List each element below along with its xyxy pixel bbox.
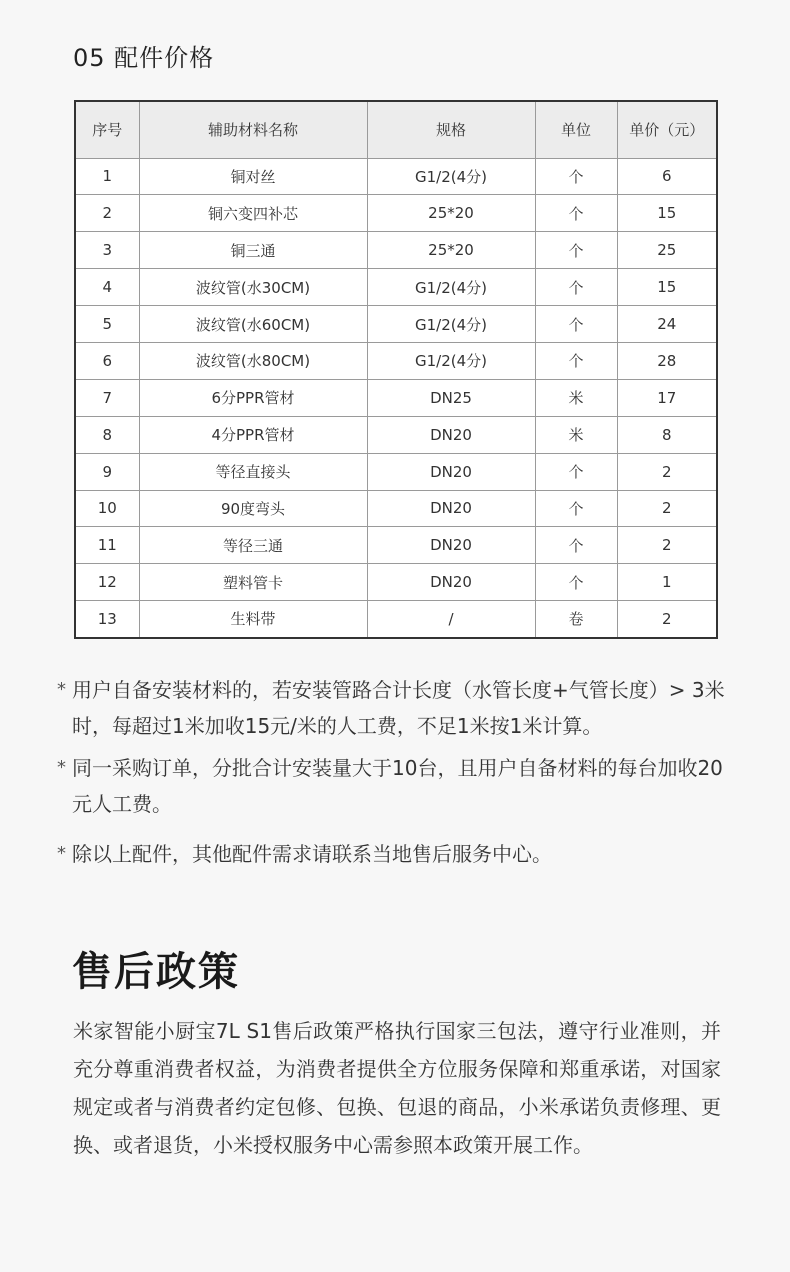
- table-row: [75, 416, 717, 453]
- cell-spec: G1/2(4分): [367, 306, 535, 343]
- cell-unit: 个: [535, 306, 617, 343]
- cell-unit: 个: [535, 269, 617, 306]
- note-asterisk: *: [57, 843, 66, 864]
- cell-price: 8: [617, 416, 717, 453]
- cell-index: 7: [75, 379, 139, 416]
- cell-unit: 个: [535, 158, 617, 195]
- cell-price: 2: [617, 527, 717, 564]
- cell-spec: DN20: [367, 416, 535, 453]
- note-text: 同一采购订单，分批合计安装量大于10台，且用户自备材料的每台加收20元人工费。: [72, 756, 723, 816]
- cell-name: 铜对丝: [139, 158, 367, 195]
- section-title: 05 配件价格: [73, 44, 215, 72]
- table-header-row: [75, 101, 717, 158]
- cell-spec: G1/2(4分): [367, 342, 535, 379]
- header-unit-price: 单价（元）: [617, 101, 717, 158]
- cell-price: 25: [617, 232, 717, 269]
- cell-name: 铜三通: [139, 232, 367, 269]
- cell-unit: 个: [535, 564, 617, 601]
- cell-name: 90度弯头: [139, 490, 367, 527]
- cell-spec: G1/2(4分): [367, 269, 535, 306]
- cell-index: 3: [75, 232, 139, 269]
- table-row: [75, 232, 717, 269]
- cell-spec: G1/2(4分): [367, 158, 535, 195]
- cell-unit: 米: [535, 379, 617, 416]
- cell-index: 10: [75, 490, 139, 527]
- cell-index: 12: [75, 564, 139, 601]
- cell-name: 塑料管卡: [139, 564, 367, 601]
- cell-name: 铜六变四补芯: [139, 195, 367, 232]
- cell-spec: DN20: [367, 527, 535, 564]
- cell-index: 8: [75, 416, 139, 453]
- cell-unit: 卷: [535, 601, 617, 638]
- note-text: 除以上配件，其他配件需求请联系当地售后服务中心。: [72, 842, 552, 866]
- cell-index: 6: [75, 342, 139, 379]
- policy-body: 米家智能小厨宝7L S1售后政策严格执行国家三包法，遵守行业准则，并充分尊重消费者权益，为消费者提供全方位服务保障和郑重承诺，对国家规定或者与消费者约定包修、包换、包退的商品，小米承诺负责修理、更换、或者退货，小米授权服务中心需参照本政策开展工作。: [73, 1019, 721, 1157]
- cell-price: 15: [617, 195, 717, 232]
- cell-spec: DN20: [367, 564, 535, 601]
- note-item: [57, 836, 737, 872]
- table-row: [75, 342, 717, 379]
- note-item: [57, 672, 737, 744]
- table-row: [75, 490, 717, 527]
- table-row: [75, 453, 717, 490]
- cell-spec: /: [367, 601, 535, 638]
- table-row: [75, 306, 717, 343]
- table-row: [75, 158, 717, 195]
- cell-unit: 个: [535, 195, 617, 232]
- header-unit: 单位: [535, 101, 617, 158]
- table-row: [75, 195, 717, 232]
- cell-unit: 个: [535, 527, 617, 564]
- cell-name: 波纹管(水80CM): [139, 342, 367, 379]
- table-row: [75, 379, 717, 416]
- cell-index: 4: [75, 269, 139, 306]
- table-row: [75, 564, 717, 601]
- policy-title: 售后政策: [72, 949, 240, 995]
- table-row: [75, 601, 717, 638]
- cell-index: 9: [75, 453, 139, 490]
- cell-price: 2: [617, 601, 717, 638]
- cell-spec: DN20: [367, 453, 535, 490]
- note-asterisk: *: [57, 679, 66, 700]
- cell-unit: 个: [535, 232, 617, 269]
- cell-index: 11: [75, 527, 139, 564]
- cell-index: 1: [75, 158, 139, 195]
- cell-name: 生料带: [139, 601, 367, 638]
- cell-index: 5: [75, 306, 139, 343]
- cell-spec: 25*20: [367, 195, 535, 232]
- header-spec: 规格: [367, 101, 535, 158]
- cell-price: 2: [617, 490, 717, 527]
- header-index: 序号: [75, 101, 139, 158]
- cell-price: 17: [617, 379, 717, 416]
- cell-price: 1: [617, 564, 717, 601]
- cell-spec: DN25: [367, 379, 535, 416]
- cell-price: 2: [617, 453, 717, 490]
- cell-name: 等径直接头: [139, 453, 367, 490]
- cell-name: 6分PPR管材: [139, 379, 367, 416]
- header-material-name: 辅助材料名称: [139, 101, 367, 158]
- cell-price: 6: [617, 158, 717, 195]
- cell-price: 15: [617, 269, 717, 306]
- cell-name: 波纹管(水60CM): [139, 306, 367, 343]
- cell-name: 等径三通: [139, 527, 367, 564]
- cell-name: 波纹管(水30CM): [139, 269, 367, 306]
- cell-unit: 个: [535, 490, 617, 527]
- notes-list: [57, 672, 737, 878]
- cell-unit: 个: [535, 342, 617, 379]
- cell-price: 24: [617, 306, 717, 343]
- cell-price: 28: [617, 342, 717, 379]
- cell-name: 4分PPR管材: [139, 416, 367, 453]
- cell-spec: DN20: [367, 490, 535, 527]
- cell-spec: 25*20: [367, 232, 535, 269]
- cell-index: 13: [75, 601, 139, 638]
- cell-index: 2: [75, 195, 139, 232]
- note-text: 用户自备安装材料的，若安装管路合计长度（水管长度+气管长度）> 3米时，每超过1米加收15元/米的人工费，不足1米按1米计算。: [72, 678, 725, 738]
- cell-unit: 米: [535, 416, 617, 453]
- table-row: [75, 269, 717, 306]
- table-row: [75, 527, 717, 564]
- note-item: [57, 750, 737, 822]
- note-asterisk: *: [57, 757, 66, 778]
- accessory-price-table: [74, 100, 718, 639]
- cell-unit: 个: [535, 453, 617, 490]
